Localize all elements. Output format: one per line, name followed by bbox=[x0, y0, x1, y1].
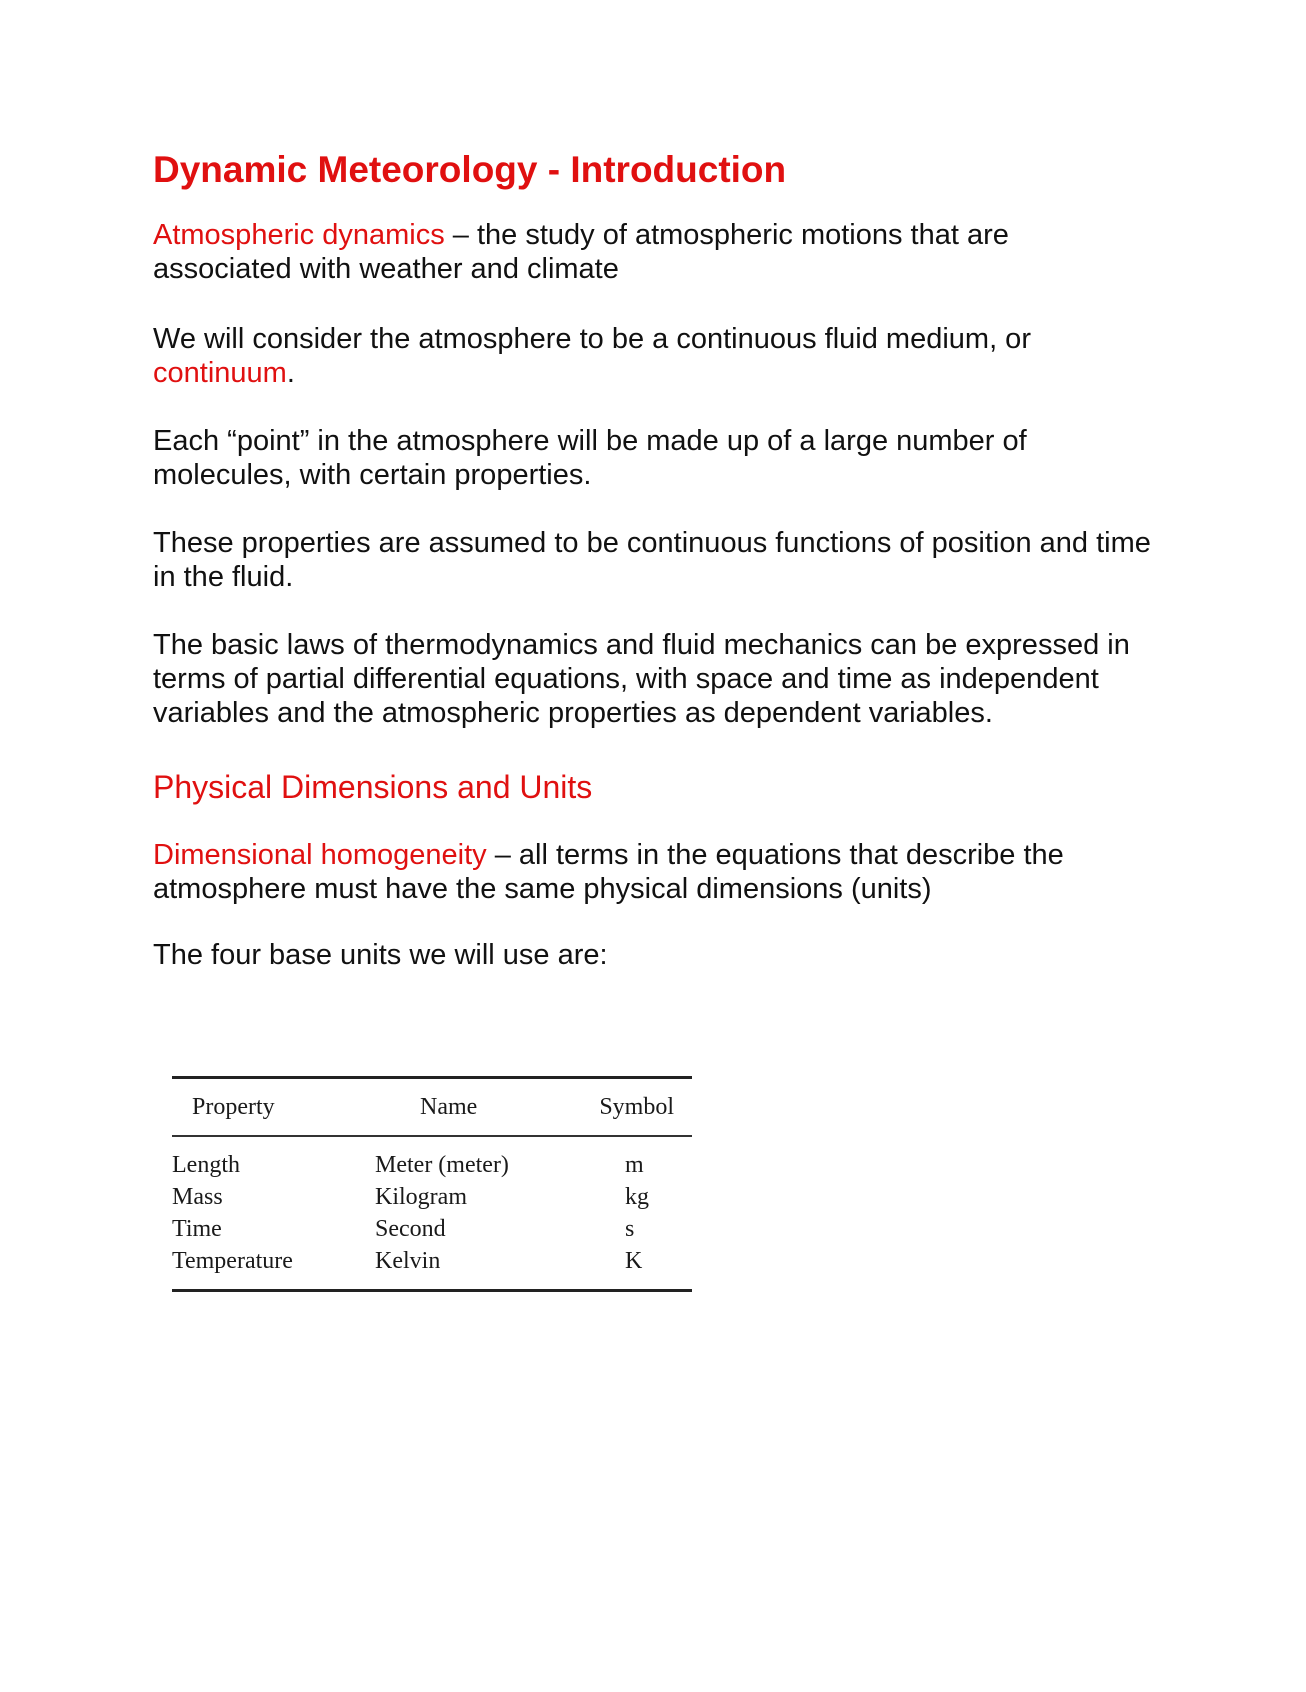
header-symbol: Symbol bbox=[599, 1093, 674, 1120]
page-title: Dynamic Meteorology - Introduction bbox=[153, 149, 787, 190]
base-units-table bbox=[172, 1076, 692, 1292]
cell-property: Length bbox=[172, 1151, 240, 1178]
section-heading: Physical Dimensions and Units bbox=[153, 769, 593, 805]
cell-property: Time bbox=[172, 1215, 222, 1242]
header-property: Property bbox=[192, 1093, 275, 1120]
cell-name: Second bbox=[375, 1215, 446, 1242]
header-name: Name bbox=[420, 1093, 478, 1120]
cell-property: Temperature bbox=[172, 1247, 293, 1274]
continuum-text: We will consider the atmosphere to be a continuous fluid medium, or bbox=[153, 323, 1031, 355]
document-page bbox=[153, 148, 1153, 972]
table-row bbox=[172, 1245, 692, 1277]
definition-dimensional-homogeneity: – all terms in the equations that describe the atmosphere must have the same physical dimensions (units) bbox=[153, 839, 1064, 905]
paragraph-continuum bbox=[153, 322, 1153, 390]
table-header-row bbox=[172, 1079, 692, 1135]
cell-name: Meter (meter) bbox=[375, 1151, 509, 1178]
paragraph-dimensional-homogeneity bbox=[153, 838, 1153, 906]
paragraph-basic-laws: The basic laws of thermodynamics and fluid mechanics can be expressed in terms of partial differential equations, with space and time as independent variables and the atmospheric properties as dependent variables. bbox=[153, 629, 1130, 729]
table-bottom-rule bbox=[172, 1289, 692, 1292]
cell-property: Mass bbox=[172, 1183, 223, 1210]
term-dimensional-homogeneity: Dimensional homogeneity bbox=[153, 839, 487, 871]
paragraph-base-units-intro: The four base units we will use are: bbox=[153, 939, 608, 971]
cell-name: Kelvin bbox=[375, 1247, 441, 1274]
term-atmospheric-dynamics: Atmospheric dynamics bbox=[153, 219, 445, 251]
cell-name: Kilogram bbox=[375, 1183, 467, 1210]
cell-symbol: m bbox=[625, 1151, 644, 1178]
cell-symbol: s bbox=[625, 1215, 635, 1242]
paragraph-properties: These properties are assumed to be continuous functions of position and time in the fluid. bbox=[153, 527, 1151, 593]
table-row bbox=[172, 1181, 692, 1213]
table-row bbox=[172, 1213, 692, 1245]
definition-atmospheric-dynamics: – the study of atmospheric motions that are associated with weather and climate bbox=[153, 219, 1009, 285]
cell-symbol: K bbox=[625, 1247, 643, 1274]
paragraph-point: Each “point” in the atmosphere will be made up of a large number of molecules, with certain properties. bbox=[153, 425, 1027, 491]
cell-symbol: kg bbox=[625, 1183, 649, 1210]
continuum-period: . bbox=[286, 357, 295, 389]
table-body bbox=[172, 1137, 692, 1289]
paragraph-atmospheric-dynamics bbox=[153, 218, 1153, 286]
table-row bbox=[172, 1149, 692, 1181]
term-continuum: continuum bbox=[153, 357, 287, 389]
